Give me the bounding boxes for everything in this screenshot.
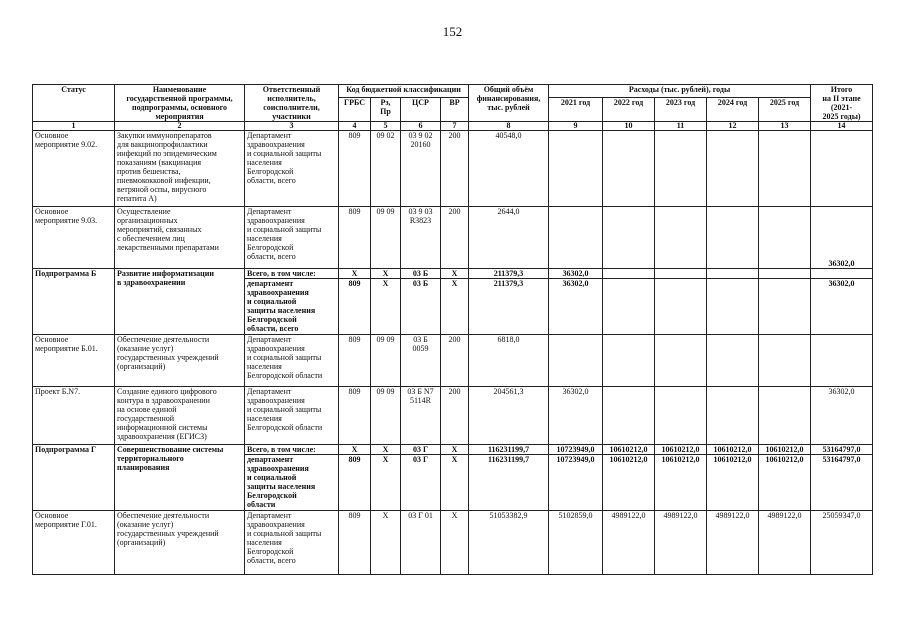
cell-total: 116231199,7 — [469, 455, 549, 511]
cell-grbs: X — [339, 269, 371, 279]
cell-2023: 10610212,0 — [655, 455, 707, 511]
cell-2021: 5102859,0 — [549, 511, 603, 575]
cell-2022: 10610212,0 — [603, 445, 655, 455]
cell-vr: X — [441, 511, 469, 575]
cell-total: 204561,3 — [469, 387, 549, 445]
cell-rzpr: X — [371, 269, 401, 279]
cell-csr: 03 Г 01 — [401, 511, 441, 575]
cell-2025 — [759, 131, 811, 207]
cell-vr: X — [441, 279, 469, 335]
colnum: 3 — [245, 122, 339, 131]
column-numbers-row — [33, 122, 873, 131]
cell-name: Обеспечение деятельности (оказание услуг) государственных учреждений (организаций) — [115, 335, 245, 387]
cell-2021: 10723949,0 — [549, 445, 603, 455]
header-status: Статус — [33, 85, 115, 122]
cell-rzpr: 09 02 — [371, 131, 401, 207]
colnum: 6 — [401, 122, 441, 131]
cell-stage-total — [811, 269, 873, 279]
cell-2021 — [549, 207, 603, 269]
cell-stage-total: 25059347,0 — [811, 511, 873, 575]
cell-executor: Департамент здравоохранения и социальной защиты населения Белгородской области, всего — [245, 511, 339, 575]
header-stage-total: Итого на II этапе (2021- 2025 годы) — [811, 85, 873, 122]
cell-executor: Департамент здравоохранения и социальной защиты населения Белгородской области — [245, 335, 339, 387]
header-vr: ВР — [441, 98, 469, 122]
cell-total: 6818,0 — [469, 335, 549, 387]
table-row — [33, 269, 873, 279]
cell-csr: 03 Б — [401, 279, 441, 335]
table-row — [33, 511, 873, 575]
cell-stage-total: 36302,0 — [811, 207, 873, 269]
cell-rzpr: X — [371, 445, 401, 455]
cell-executor: Департамент здравоохранения и социальной защиты населения Белгородской области — [245, 387, 339, 445]
cell-2024 — [707, 131, 759, 207]
cell-stage-total — [811, 335, 873, 387]
cell-csr: 03 Г — [401, 445, 441, 455]
cell-total: 211379,3 — [469, 269, 549, 279]
cell-2025 — [759, 269, 811, 279]
cell-executor: Всего, в том числе: — [245, 445, 339, 455]
cell-csr: 03 Г — [401, 455, 441, 511]
table-row — [33, 335, 873, 387]
cell-2024 — [707, 207, 759, 269]
cell-2021: 10723949,0 — [549, 455, 603, 511]
cell-2021: 36302,0 — [549, 279, 603, 335]
cell-vr: X — [441, 269, 469, 279]
table-row — [33, 131, 873, 207]
header-2021: 2021 год — [549, 98, 603, 122]
cell-status: Основное мероприятие Б.01. — [33, 335, 115, 387]
cell-vr: 200 — [441, 131, 469, 207]
header-2024: 2024 год — [707, 98, 759, 122]
cell-stage-total: 53164797,0 — [811, 445, 873, 455]
cell-2023 — [655, 335, 707, 387]
cell-2022: 4989122,0 — [603, 511, 655, 575]
cell-2024: 10610212,0 — [707, 455, 759, 511]
cell-2021: 36302,0 — [549, 269, 603, 279]
cell-name: Развитие информатизации в здравоохранении — [115, 269, 245, 335]
cell-name: Осуществление организационных мероприятий, связанных с обеспечением лиц лекарственными препаратами — [115, 207, 245, 269]
colnum: 5 — [371, 122, 401, 131]
cell-executor: департамент здравоохранения и социальной защиты населения Белгородской области, всего — [245, 279, 339, 335]
cell-grbs: 809 — [339, 387, 371, 445]
cell-2021 — [549, 335, 603, 387]
budget-table — [32, 84, 873, 575]
cell-grbs: 809 — [339, 279, 371, 335]
cell-csr: 03 Б N7 5114R — [401, 387, 441, 445]
cell-2023 — [655, 131, 707, 207]
cell-status: Проект Б.N7. — [33, 387, 115, 445]
cell-2022: 10610212,0 — [603, 455, 655, 511]
cell-grbs: 809 — [339, 455, 371, 511]
cell-2025: 10610212,0 — [759, 455, 811, 511]
colnum: 2 — [115, 122, 245, 131]
cell-name: Закупки иммунопрепаратов для вакцинопрофилактики инфекций по эпидемическим показаниям (вакцинация против бешенства, пневмококковой инфекции, ветряной оспы, вирусного гепатита А) — [115, 131, 245, 207]
colnum: 13 — [759, 122, 811, 131]
cell-grbs: 809 — [339, 335, 371, 387]
header-expenses-years: Расходы (тыс. рублей), годы — [549, 85, 811, 98]
cell-total: 40548,0 — [469, 131, 549, 207]
cell-grbs: 809 — [339, 511, 371, 575]
cell-vr: X — [441, 445, 469, 455]
cell-2022 — [603, 387, 655, 445]
cell-status: Основное мероприятие Г.01. — [33, 511, 115, 575]
cell-2025 — [759, 335, 811, 387]
colnum: 9 — [549, 122, 603, 131]
cell-2024 — [707, 279, 759, 335]
cell-2023 — [655, 279, 707, 335]
cell-executor: Департамент здравоохранения и социальной защиты населения Белгородской области, всего — [245, 207, 339, 269]
table-row — [33, 207, 873, 269]
cell-2021 — [549, 131, 603, 207]
header-2025: 2025 год — [759, 98, 811, 122]
cell-csr: 03 9 02 20160 — [401, 131, 441, 207]
cell-rzpr: 09 09 — [371, 387, 401, 445]
cell-csr: 03 Б 0059 — [401, 335, 441, 387]
colnum: 8 — [469, 122, 549, 131]
cell-2021: 36302,0 — [549, 387, 603, 445]
cell-vr: X — [441, 455, 469, 511]
cell-stage-total: 36302,0 — [811, 279, 873, 335]
cell-grbs: X — [339, 445, 371, 455]
cell-stage-total: 36302,0 — [811, 387, 873, 445]
cell-2024 — [707, 387, 759, 445]
cell-2023 — [655, 387, 707, 445]
cell-2024 — [707, 335, 759, 387]
cell-2024: 10610212,0 — [707, 445, 759, 455]
cell-2022 — [603, 335, 655, 387]
cell-stage-total: 53164797,0 — [811, 455, 873, 511]
cell-status: Подпрограмма Б — [33, 269, 115, 335]
colnum: 4 — [339, 122, 371, 131]
colnum: 12 — [707, 122, 759, 131]
cell-2023: 10610212,0 — [655, 445, 707, 455]
header-2023: 2023 год — [655, 98, 707, 122]
header-total-financing: Общий объём финансирования, тыс. рублей — [469, 85, 549, 122]
cell-2022 — [603, 279, 655, 335]
cell-rzpr: X — [371, 455, 401, 511]
colnum: 1 — [33, 122, 115, 131]
table-row — [33, 387, 873, 445]
cell-total: 2644,0 — [469, 207, 549, 269]
header-executor: Ответственный исполнитель, соисполнители, участники — [245, 85, 339, 122]
table-row — [33, 445, 873, 455]
cell-name: Обеспечение деятельности (оказание услуг) государственных учреждений (организаций) — [115, 511, 245, 575]
header-grbs: ГРБС — [339, 98, 371, 122]
header-csr: ЦСР — [401, 98, 441, 122]
header-budget-classification: Код бюджетной классификации — [339, 85, 469, 98]
cell-grbs: 809 — [339, 131, 371, 207]
colnum: 10 — [603, 122, 655, 131]
cell-2023 — [655, 269, 707, 279]
cell-status: Основное мероприятие 9.02. — [33, 131, 115, 207]
cell-rzpr: X — [371, 511, 401, 575]
cell-total: 51053382,9 — [469, 511, 549, 575]
colnum: 14 — [811, 122, 873, 131]
header-rzpr: Рз, Пр — [371, 98, 401, 122]
page-number: 152 — [442, 24, 463, 39]
cell-2025 — [759, 387, 811, 445]
cell-rzpr: 09 09 — [371, 207, 401, 269]
cell-2022 — [603, 269, 655, 279]
cell-total: 116231199,7 — [469, 445, 549, 455]
cell-rzpr: X — [371, 279, 401, 335]
cell-2024 — [707, 269, 759, 279]
cell-executor: департамент здравоохранения и социальной защиты населения Белгородской области — [245, 455, 339, 511]
cell-vr: 200 — [441, 387, 469, 445]
cell-2025 — [759, 279, 811, 335]
cell-vr: 200 — [441, 207, 469, 269]
cell-name: Совершенствование системы территориального планирования — [115, 445, 245, 511]
cell-2022 — [603, 207, 655, 269]
cell-2024: 4989122,0 — [707, 511, 759, 575]
cell-vr: 200 — [441, 335, 469, 387]
cell-stage-total — [811, 131, 873, 207]
cell-csr: 03 Б — [401, 269, 441, 279]
header-name: Наименование государственной программы, подпрограммы, основного мероприятия — [115, 85, 245, 122]
cell-2022 — [603, 131, 655, 207]
cell-rzpr: 09 09 — [371, 335, 401, 387]
cell-name: Создание единого цифрового контура в здравоохранении на основе единой государственной информационной системы здравоохранения (ЕГИСЗ) — [115, 387, 245, 445]
cell-status: Подпрограмма Г — [33, 445, 115, 511]
cell-2023: 4989122,0 — [655, 511, 707, 575]
cell-executor: Департамент здравоохранения и социальной защиты населения Белгородской области, всего — [245, 131, 339, 207]
cell-total: 211379,3 — [469, 279, 549, 335]
cell-2023 — [655, 207, 707, 269]
cell-csr: 03 9 03 R3823 — [401, 207, 441, 269]
cell-2025 — [759, 207, 811, 269]
colnum: 7 — [441, 122, 469, 131]
cell-2025: 10610212,0 — [759, 445, 811, 455]
cell-grbs: 809 — [339, 207, 371, 269]
cell-2025: 4989122,0 — [759, 511, 811, 575]
cell-status: Основное мероприятие 9.03. — [33, 207, 115, 269]
cell-executor: Всего, в том числе: — [245, 269, 339, 279]
colnum: 11 — [655, 122, 707, 131]
header-2022: 2022 год — [603, 98, 655, 122]
